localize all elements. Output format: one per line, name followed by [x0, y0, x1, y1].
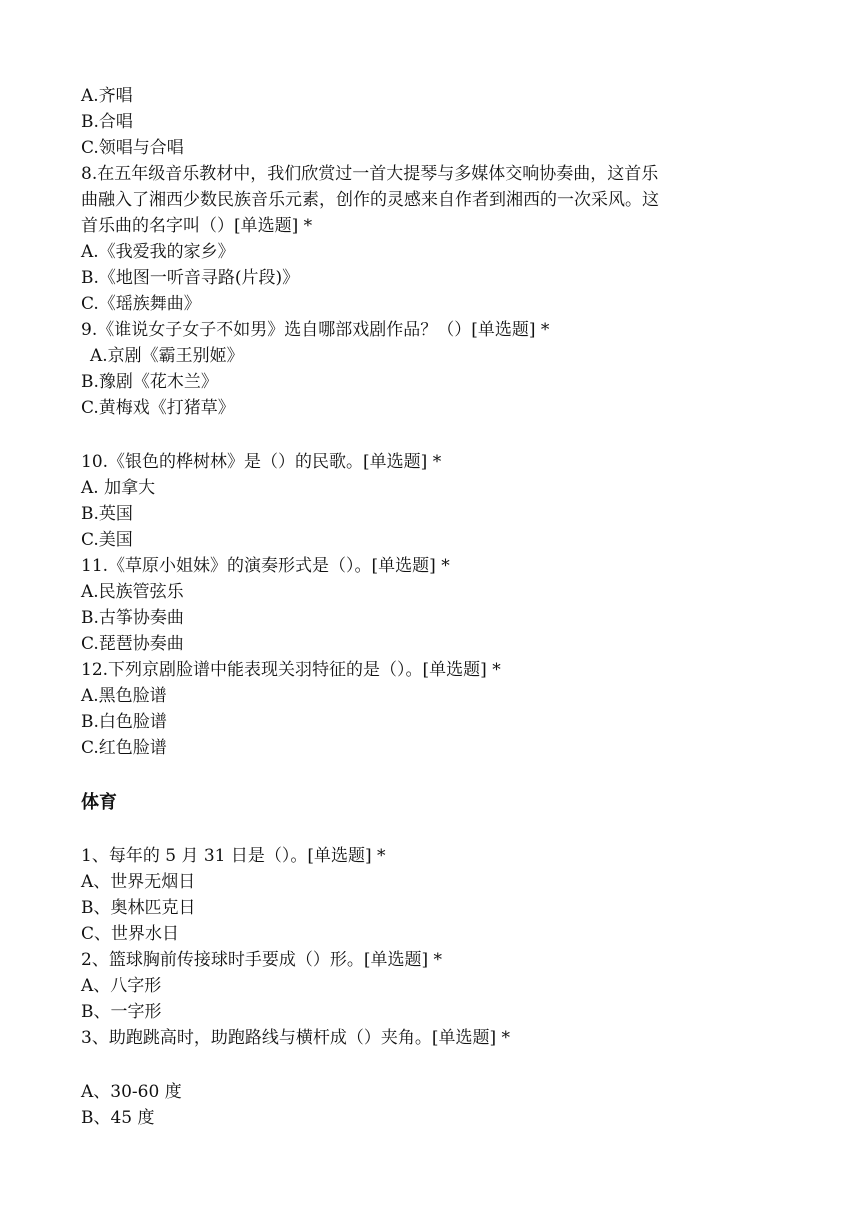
option-line: B.豫剧《花木兰》: [81, 372, 218, 392]
section-heading: 体育: [81, 792, 117, 813]
option-line: A.京剧《霸王别姬》: [90, 346, 244, 366]
question-line: 3、助跑跳高时，助跑路线与横杆成（）夹角。[单选题] *: [81, 1028, 510, 1048]
option-line: A、世界无烟日: [81, 872, 196, 892]
option-line: B、奥林匹克日: [81, 898, 196, 918]
option-line: B、一字形: [81, 1002, 162, 1022]
option-line: B.《地图一听音寻路(片段)》: [81, 268, 300, 288]
option-line: A. 加拿大: [81, 478, 156, 498]
option-line: C.领唱与合唱: [81, 138, 184, 158]
option-line: C.黄梅戏《打猪草》: [81, 398, 235, 418]
option-line: C.美国: [81, 530, 133, 550]
question-line: 11.《草原小姐妹》的演奏形式是（）。[单选题] *: [81, 556, 450, 576]
option-line: A.《我爱我的家乡》: [81, 242, 235, 262]
question-line: 8.在五年级音乐教材中，我们欣赏过一首大提琴与多媒体交响协奏曲，这首乐: [81, 164, 659, 184]
question-line: 9.《谁说女子女子不如男》选自哪部戏剧作品？（）[单选题] *: [81, 320, 550, 340]
option-line: A、八字形: [81, 976, 162, 996]
option-line: A、30-60 度: [81, 1082, 182, 1102]
question-line: 10.《银色的桦树林》是（）的民歌。[单选题] *: [81, 452, 442, 472]
question-line: 1、每年的 5 月 31 日是（）。[单选题] *: [81, 846, 386, 866]
question-line: 2、篮球胸前传接球时手要成（）形。[单选题] *: [81, 950, 442, 970]
option-line: A.黑色脸谱: [81, 686, 167, 706]
option-line: B.白色脸谱: [81, 712, 167, 732]
option-line: C.红色脸谱: [81, 738, 167, 758]
option-line: A.民族管弦乐: [81, 582, 184, 602]
option-line: B.英国: [81, 504, 133, 524]
question-line: 首乐曲的名字叫（）[单选题] *: [81, 216, 313, 236]
option-line: C.《瑶族舞曲》: [81, 294, 201, 314]
option-line: B.古筝协奏曲: [81, 608, 184, 628]
option-line: A.齐唱: [81, 86, 133, 106]
option-line: C.琵琶协奏曲: [81, 634, 184, 654]
option-line: C、世界水日: [81, 924, 180, 944]
question-line: 12.下列京剧脸谱中能表现关羽特征的是（）。[单选题] *: [81, 660, 501, 680]
option-line: B.合唱: [81, 112, 133, 132]
option-line: B、45 度: [81, 1108, 155, 1128]
question-line: 曲融入了湘西少数民族音乐元素，创作的灵感来自作者到湘西的一次采风。这: [81, 190, 659, 210]
